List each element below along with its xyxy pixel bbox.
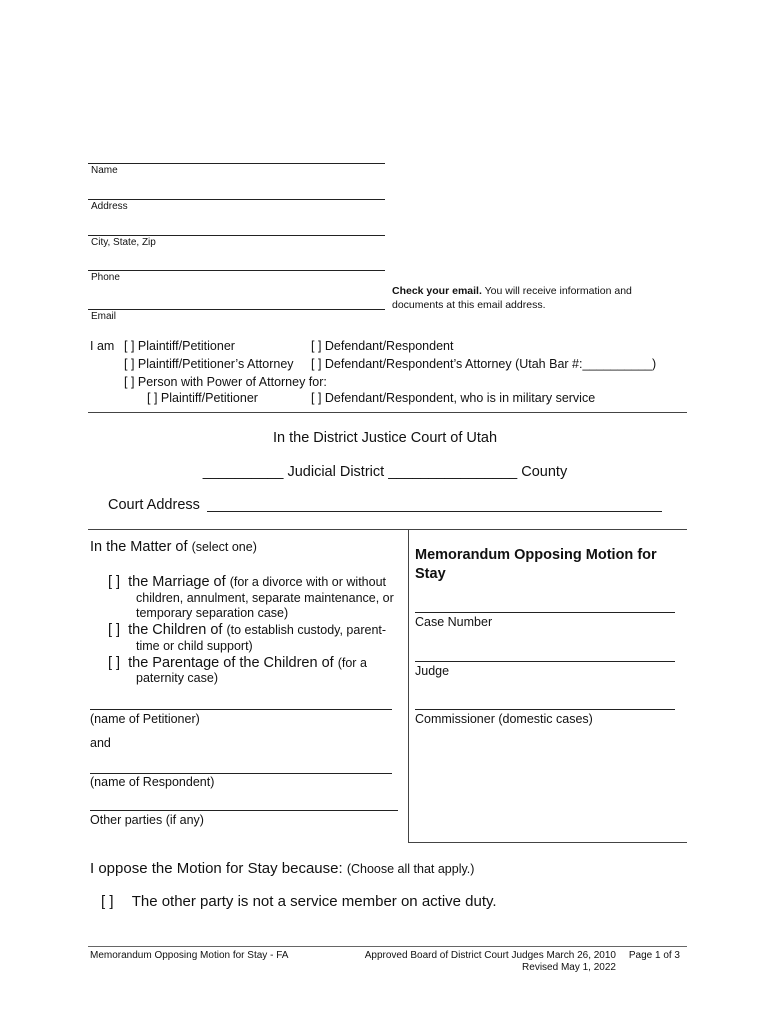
email-line <box>88 309 385 310</box>
oppose-heading <box>90 860 474 877</box>
city-line <box>88 235 385 236</box>
reason-1-checkbox[interactable]: [ ] <box>101 893 114 910</box>
i-am-defendant-attorney[interactable]: [ ] Defendant/Respondent’s Attorney (Utah Bar #:__________) <box>311 357 657 371</box>
other-parties-line[interactable] <box>90 810 398 811</box>
footer-left: Memorandum Opposing Motion for Stay - FA <box>90 950 289 961</box>
opt3-note: (for a <box>337 656 367 670</box>
oppose-note: (Choose all that apply.) <box>346 862 475 876</box>
i-am-plaintiff-attorney[interactable]: [ ] Plaintiff/Petitioner’s Attorney <box>124 357 294 371</box>
matter-opt-children[interactable] <box>108 622 386 638</box>
i-am-prefix: I am <box>90 339 115 353</box>
respondent-label: (name of Respondent) <box>90 775 215 789</box>
case-number-line[interactable] <box>415 612 675 613</box>
opt1-box[interactable]: [ ] <box>108 574 121 590</box>
phone-line <box>88 270 385 271</box>
i-am-power-of-attorney[interactable]: [ ] Person with Power of Attorney for: <box>124 375 327 389</box>
other-parties-label: Other parties (if any) <box>90 813 204 827</box>
matter-heading-note: (select one) <box>191 540 257 554</box>
court-address-line[interactable] <box>207 511 662 512</box>
court-title: In the District Justice Court of Utah <box>272 430 498 446</box>
matter-opt-parentage[interactable] <box>108 655 367 671</box>
opt2-note: (to establish custody, parent- <box>226 623 387 637</box>
opt2-box[interactable]: [ ] <box>108 622 121 638</box>
i-am-defendant[interactable]: [ ] Defendant/Respondent <box>311 339 454 353</box>
commissioner-line[interactable] <box>415 709 675 710</box>
case-number-label: Case Number <box>415 615 493 629</box>
footer-line <box>88 946 687 947</box>
petitioner-label: (name of Petitioner) <box>90 712 200 726</box>
footer-center-line2: Revised May 1, 2022 <box>522 962 616 973</box>
district-label: Judicial District <box>287 464 385 480</box>
address-line <box>88 199 385 200</box>
document-title-line1: Memorandum Opposing Motion for <box>415 547 657 563</box>
judge-line[interactable] <box>415 661 675 662</box>
reason-1-text: The other party is not a service member on active duty. <box>131 893 497 910</box>
address-label: Address <box>91 201 128 212</box>
footer-center <box>330 950 616 974</box>
opt3-line2: paternity case) <box>136 671 218 685</box>
county-label: County <box>521 464 568 480</box>
judge-label: Judge <box>415 664 450 678</box>
phone-label: Phone <box>91 272 120 283</box>
opt1-main: the Marriage of <box>128 574 226 590</box>
email-note-rest: You will receive information and <box>481 285 632 297</box>
caption-divider <box>408 529 409 842</box>
name-label: Name <box>91 165 118 176</box>
footer-center-line1: Approved Board of District Court Judges March 26, 2010 <box>364 950 616 961</box>
matter-opt-marriage[interactable] <box>108 574 386 590</box>
opt2-line2: time or child support) <box>136 639 253 653</box>
i-am-plaintiff[interactable]: [ ] Plaintiff/Petitioner <box>124 339 235 353</box>
court-address-label: Court Address <box>108 497 200 513</box>
name-line <box>88 163 385 164</box>
opt3-box[interactable]: [ ] <box>108 655 121 671</box>
petitioner-line[interactable] <box>90 709 392 710</box>
matter-heading <box>90 539 257 555</box>
opt1-note: (for a divorce with or without <box>229 575 386 589</box>
oppose-main: I oppose the Motion for Stay because: <box>90 860 343 877</box>
opt3-main: the Parentage of the Children of <box>128 655 334 671</box>
district-row <box>0 464 770 480</box>
city-label: City, State, Zip <box>91 237 156 248</box>
email-note-bold: Check your email. <box>392 285 482 297</box>
reason-item-1[interactable] <box>101 893 497 910</box>
poa-defendant[interactable]: [ ] Defendant/Respondent, who is in military service <box>311 391 596 405</box>
district-blank[interactable]: __________ <box>202 464 284 480</box>
document-title-line2: Stay <box>415 566 446 582</box>
email-label: Email <box>91 311 117 322</box>
opt2-main: the Children of <box>128 622 223 638</box>
email-note <box>392 284 682 312</box>
matter-heading-main: In the Matter of <box>90 539 188 555</box>
opt1-line3: temporary separation case) <box>136 606 289 620</box>
county-blank[interactable]: ________________ <box>388 464 518 480</box>
document-title <box>415 546 657 584</box>
caption-bottom-line <box>408 842 687 843</box>
caption-top-line <box>88 529 687 530</box>
opt1-line2: children, annulment, separate maintenance, or <box>136 591 394 605</box>
poa-plaintiff[interactable]: [ ] Plaintiff/Petitioner <box>147 391 258 405</box>
and-label: and <box>90 736 111 750</box>
footer-page: Page 1 of 3 <box>628 950 680 961</box>
respondent-line[interactable] <box>90 773 392 774</box>
section-divider <box>88 412 687 413</box>
email-note-line2: documents at this email address. <box>392 299 546 311</box>
commissioner-label: Commissioner (domestic cases) <box>415 712 593 726</box>
